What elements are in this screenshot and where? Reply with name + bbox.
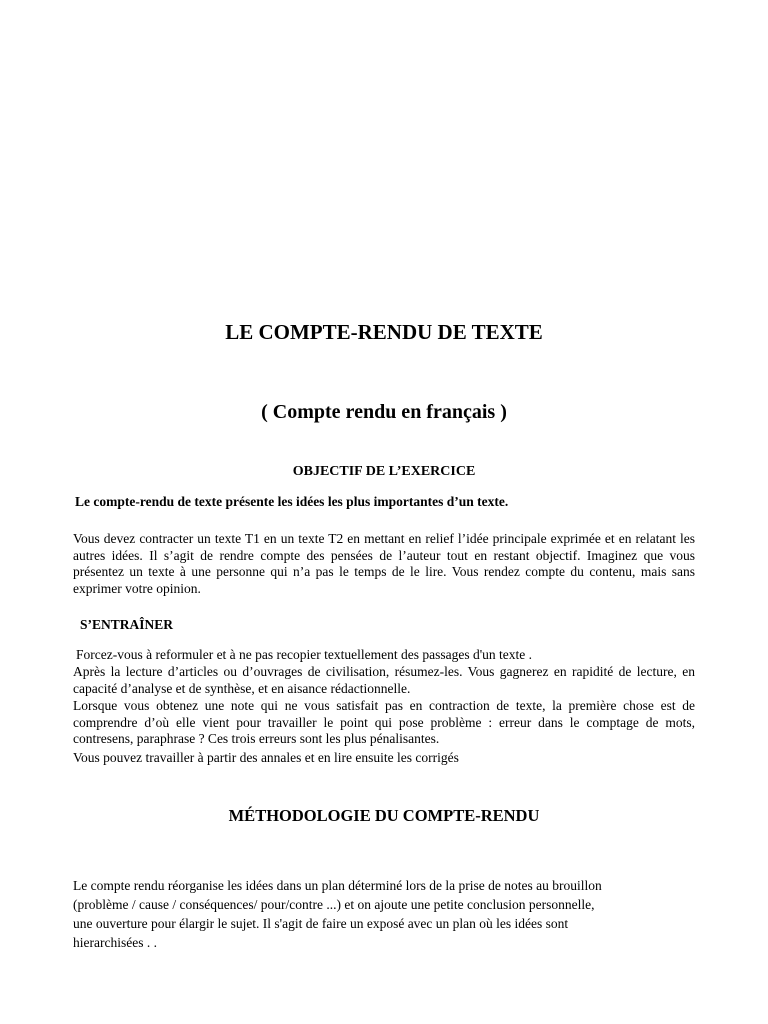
entrainer-line-1: Forcez-vous à reformuler et à ne pas recopier textuellement des passages d'un texte . — [76, 647, 533, 662]
heading-objectif: OBJECTIF DE L’EXERCICE — [292, 464, 476, 479]
entrainer-paragraph-4: Vous pouvez travailler à partir des annales et en lire ensuite les corrigés — [73, 750, 459, 765]
methodologie-line: (problème / cause / conséquences/ pour/contre ...) et on ajoute une petite conclusion personnelle, — [73, 897, 595, 912]
heading-methodologie: MÉTHODOLOGIE DU COMPTE-RENDU — [228, 806, 540, 825]
methodologie-line: une ouverture pour élargir le sujet. Il s'agit de faire un exposé avec un plan où les idées sont — [73, 916, 569, 931]
methodologie-line: Le compte rendu réorganise les idées dans un plan déterminé lors de la prise de notes au brouillon — [73, 878, 602, 893]
objectif-lead: Le compte-rendu de texte présente les idées les plus importantes d’un texte. — [75, 494, 509, 509]
page-subtitle: ( Compte rendu en français ) — [261, 401, 507, 423]
entrainer-paragraph-3: Lorsque vous obtenez une note qui ne vous satisfait pas en contraction de texte, la première chose est de comprendre d’où elle vient pour travailler le point qui pose problème : erreur dans le comptage de mots, contresens, paraphrase ? Ces trois erreurs sont les plus pénalisantes. — [73, 698, 695, 746]
heading-entrainer: S’ENTRAÎNER — [80, 617, 174, 632]
methodologie-paragraph — [73, 876, 693, 952]
objectif-paragraph: Vous devez contracter un texte T1 en un texte T2 en mettant en relief l’idée principale exprimée et en relatant les autres idées. Il s’agit de rendre compte des pensées de l’auteur tout en restant objectif. Imaginez que vous présentez un texte à une personne qui n’a pas le temps de le lire. Vous rendez compte du contenu, mais sans exprimer votre opinion. — [73, 531, 695, 596]
entrainer-paragraph-2: Après la lecture d’articles ou d’ouvrages de civilisation, résumez-les. Vous gagnerez en rapidité de lecture, en capacité d’analyse et de synthèse, et en aisance rédactionnelle. — [73, 664, 695, 696]
methodologie-line: hierarchisées . . — [73, 935, 157, 950]
page-title: LE COMPTE-RENDU DE TEXTE — [225, 320, 543, 344]
